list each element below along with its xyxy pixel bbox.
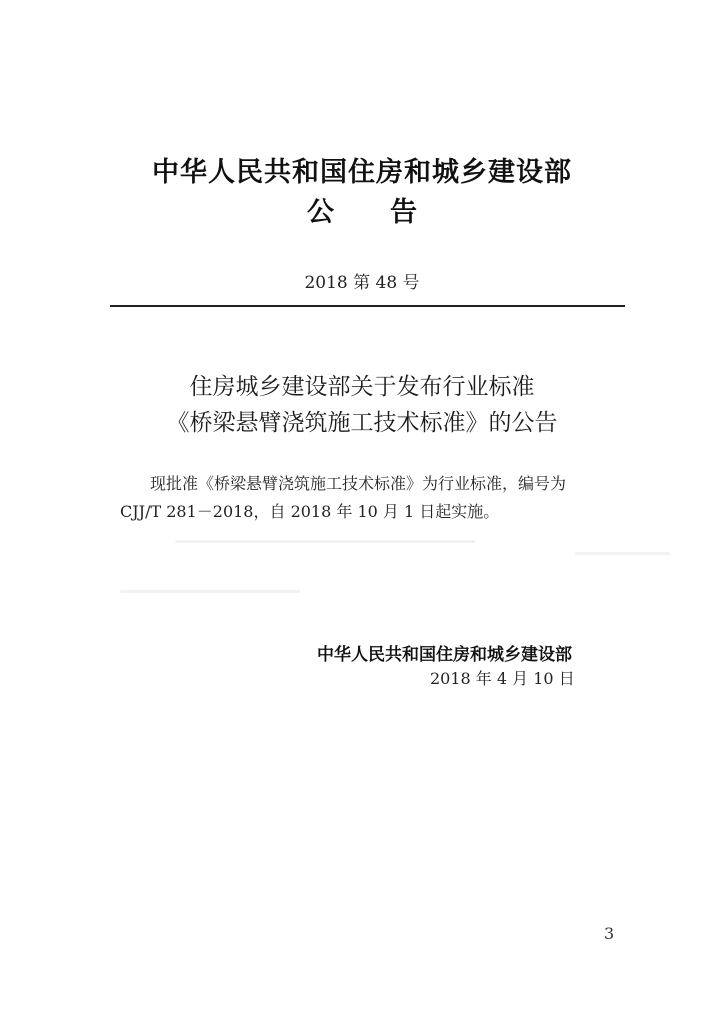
body-paragraph-line-1: 现批准《桥梁悬臂浇筑施工技术标准》为行业标准，编号为 xyxy=(150,474,567,493)
header-divider xyxy=(110,305,625,307)
doc-type-heading: 公告 xyxy=(307,197,473,228)
notice-title-line-2: 《桥梁悬臂浇筑施工技术标准》的公告 xyxy=(166,410,558,436)
issuer-heading: 中华人民共和国住房和城乡建设部 xyxy=(152,157,572,188)
signature-date: 2018 年 4 月 10 日 xyxy=(430,669,575,688)
bleed-through-mark xyxy=(575,552,670,555)
doc-number: 2018 第 48 号 xyxy=(304,273,420,293)
body-paragraph-line-2: CJJ/T 281－2018，自 2018 年 10 月 1 日起实施。 xyxy=(120,502,500,521)
page-number: 3 xyxy=(604,924,615,943)
notice-title-line-1: 住房城乡建设部关于发布行业标准 xyxy=(189,374,535,400)
bleed-through-mark xyxy=(120,590,300,593)
bleed-through-mark xyxy=(175,540,475,543)
signature-issuer: 中华人民共和国住房和城乡建设部 xyxy=(317,645,572,665)
